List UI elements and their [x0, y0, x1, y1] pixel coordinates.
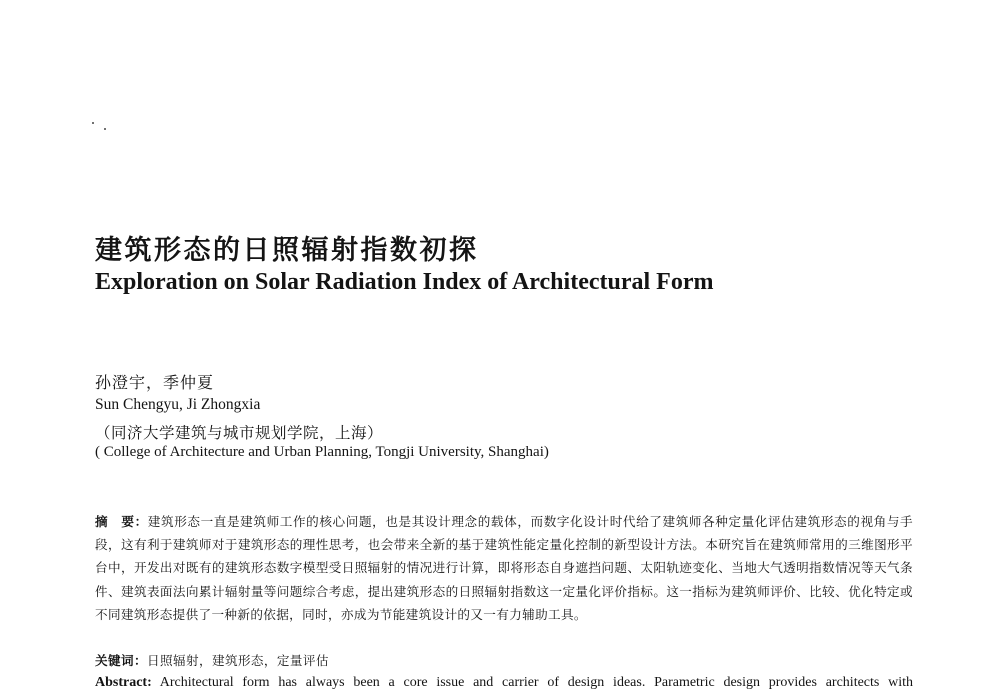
title-chinese: 建筑形态的日照辐射指数初探	[95, 235, 479, 266]
keywords	[95, 650, 329, 669]
abstract-chinese-label: 摘 要：	[95, 514, 148, 529]
abstract-chinese	[95, 510, 913, 626]
keywords-text: 日照辐射，建筑形态，定量评估	[146, 653, 329, 668]
keywords-label: 关键词：	[95, 653, 147, 668]
abstract-english	[95, 675, 913, 691]
title-english: Exploration on Solar Radiation Index of Architectural Form	[95, 269, 714, 295]
scan-speck	[104, 128, 106, 130]
abstract-english-label: Abstract:	[95, 675, 152, 690]
scan-speck	[92, 122, 94, 124]
authors-chinese: 孙澄宇，季仲夏	[95, 373, 215, 392]
abstract-english-text: Architectural form has always been a core issue and carrier of design ideas. Parametric design provides architects with	[159, 675, 913, 690]
affiliation-chinese: （同济大学建筑与城市规划学院，上海）	[95, 424, 384, 442]
affiliation-english: ( College of Architecture and Urban Planning, Tongji University, Shanghai)	[95, 444, 549, 460]
abstract-chinese-text: 建筑形态一直是建筑师工作的核心问题，也是其设计理念的载体，而数字化设计时代给了建筑师各种定量化评估建筑形态的视角与手段，这有利于建筑师对于建筑形态的理性思考，也会带来全新的基于建筑性能定量化控制的新型设计方法。本研究旨在建筑师常用的三维图形平台中，开发出对既有的建筑形态数字模型受日照辐射的情况进行计算，即将形态自身遮挡问题、太阳轨迹变化、当地大气透明指数情况等天气条件、建筑表面法向累计辐射量等问题综合考虑，提出建筑形态的日照辐射指数这一定量化评价指标。这一指标为建筑师评价、比较、优化特定或不同建筑形态提供了一种新的依据，同时，亦成为节能建筑设计的又一有力辅助工具。	[95, 514, 913, 622]
authors-english: Sun Chengyu, Ji Zhongxia	[95, 396, 261, 413]
